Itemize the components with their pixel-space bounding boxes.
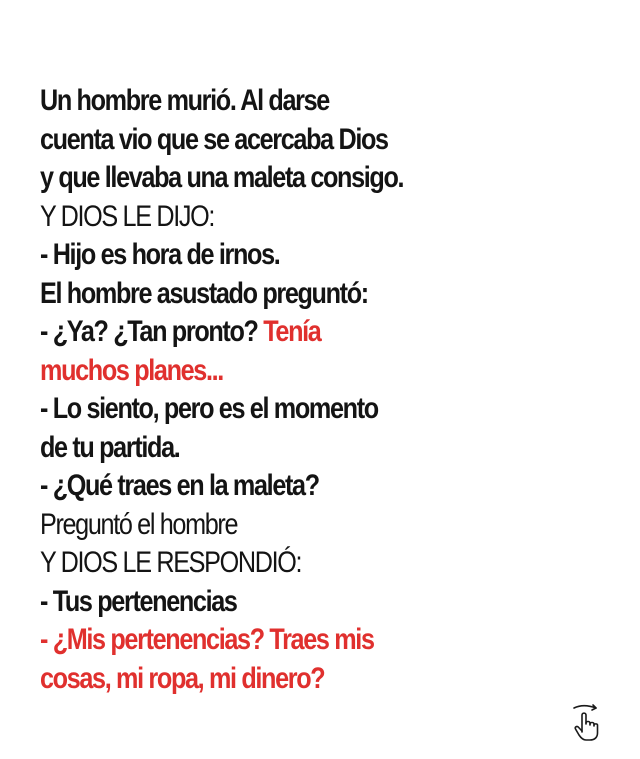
story-line: Preguntó el hombre <box>40 507 238 541</box>
story-line: Un hombre murió. Al darse <box>40 84 329 117</box>
story-line: - Lo siento, pero es el momento <box>40 392 378 425</box>
story-line: y que llevaba una maleta consigo. <box>40 161 404 194</box>
story-line: - Tus pertenencias <box>40 584 237 618</box>
story-line: - ¿Qué traes en la maleta? <box>40 469 319 502</box>
story-line-highlight: muchos planes... <box>40 353 223 387</box>
story-line: de tu partida. <box>40 430 180 464</box>
story-line-highlight: - ¿Mis pertenencias? Traes mis <box>40 623 374 656</box>
story-line: cuenta vio que se acercaba Dios <box>40 122 388 156</box>
story-text <box>40 82 620 698</box>
story-line-segment-highlight: Tenía <box>263 315 321 348</box>
story-line: El hombre asustado preguntó: <box>40 276 368 310</box>
story-line: - Hijo es hora de irnos. <box>40 238 280 271</box>
hand-pointer-logo-icon <box>568 702 602 742</box>
story-line: Y DIOS LE DIJO: <box>40 199 215 233</box>
story-line-segment: - ¿Ya? ¿Tan pronto? <box>40 315 264 348</box>
story-line: Y DIOS LE RESPONDIÓ: <box>40 546 302 579</box>
story-line <box>40 313 527 352</box>
story-line-highlight: cosas, mi ropa, mi dinero? <box>40 661 325 695</box>
